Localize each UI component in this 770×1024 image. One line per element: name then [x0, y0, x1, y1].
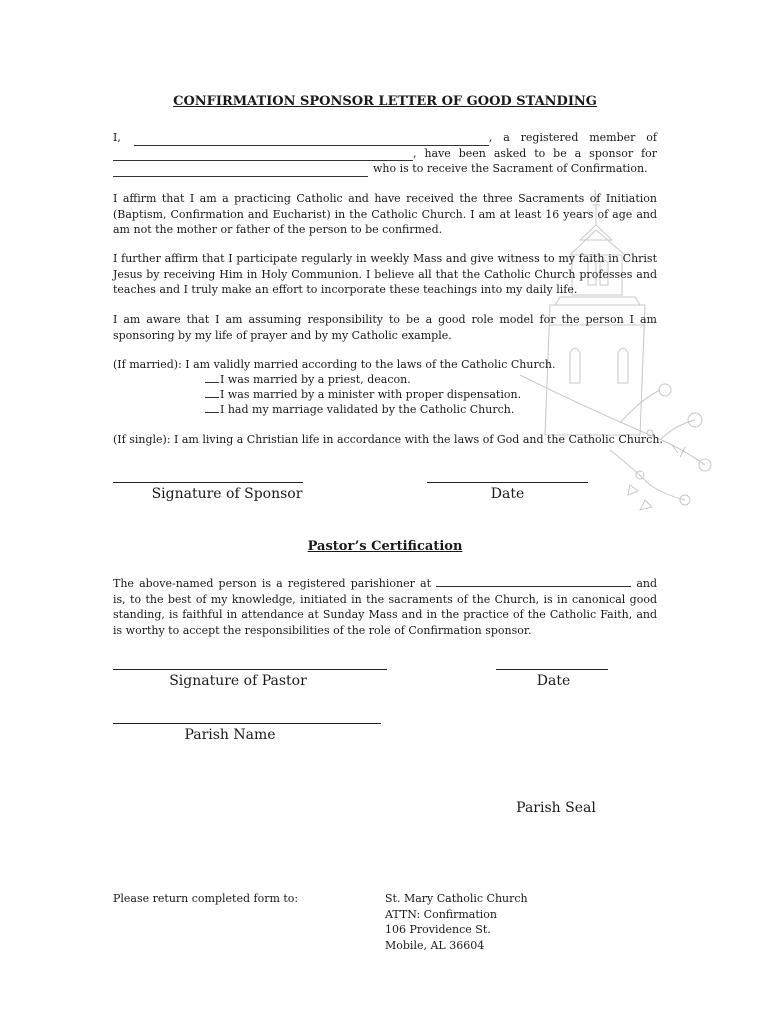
address-line: ATTN: Confirmation	[385, 907, 498, 921]
pastor-signature-line[interactable]	[113, 669, 387, 670]
home-parish-blank[interactable]	[113, 150, 413, 161]
sponsor-signature-line[interactable]	[113, 482, 303, 483]
parish-name-line[interactable]	[113, 723, 381, 724]
checkbox-blank[interactable]	[205, 403, 219, 413]
return-address	[385, 891, 528, 953]
single-statement: (If single): I am living a Christian life in accordance with the laws of God and the Catholic Church.	[113, 433, 663, 446]
married-lead: (If married): I am validly married according to the laws of the Catholic Church.	[113, 358, 556, 371]
sponsor-name-blank[interactable]	[134, 135, 489, 146]
checkbox-blank[interactable]	[205, 373, 219, 383]
married-option-1[interactable]: I was married by a priest, deacon.	[205, 372, 411, 388]
married-option-3[interactable]: I had my marriage validated by the Catholic Church.	[205, 402, 514, 418]
checkbox-blank[interactable]	[205, 388, 219, 398]
address-line: Mobile, AL 36604	[385, 938, 485, 952]
intro-paragraph	[113, 130, 657, 177]
sponsor-date-label: Date	[490, 486, 525, 502]
return-label: Please return completed form to:	[113, 892, 299, 905]
parish-blank[interactable]	[436, 576, 631, 587]
sponsor-signature-label: Signature of Sponsor	[151, 486, 303, 502]
intro-part-1: I,	[113, 131, 121, 144]
pastor-signature-label: Signature of Pastor	[169, 673, 307, 689]
address-line: St. Mary Catholic Church	[385, 892, 528, 905]
pastor-date-label: Date	[536, 673, 571, 689]
intro-part-2: , a registered member of	[488, 131, 657, 144]
parish-seal-label: Parish Seal	[516, 800, 596, 816]
married-option-2[interactable]: I was married by a minister with proper dispensation.	[205, 387, 521, 403]
document-title: CONFIRMATION SPONSOR LETTER OF GOOD STANDING	[173, 94, 597, 109]
parish-name-label: Parish Name	[184, 727, 276, 743]
aware-paragraph: I am aware that I am assuming responsibility to be a good role model for the person I am sponsoring by my life of prayer and by my Catholic example.	[113, 313, 657, 342]
intro-part-4: who is to receive the Sacrament of Confirmation.	[373, 162, 648, 175]
address-line: 106 Providence St.	[385, 923, 491, 936]
pastor-certification-title: Pastor’s Certification	[307, 539, 463, 554]
candidate-name-blank[interactable]	[113, 166, 368, 177]
further-affirm-paragraph: I further affirm that I participate regularly in weekly Mass and give witness to my faith in Christ Jesus by receiving Him in Holy Communion. I believe all that the Catholic Church professes and teaches and I truly make an effort to incorporate these teachings into my daily life.	[113, 252, 657, 296]
intro-part-3: , have been asked to be a sponsor for	[413, 146, 657, 160]
pastor-date-line[interactable]	[496, 669, 608, 670]
pastor-certification-text: The above-named person is a registered parishioner at and is, to the best of my knowledge, initiated in the sacraments of the Church, is in canonical good standing, is faithful in attendance at Sunday Mass and in the practice of the Catholic Faith, and is worthy to accept the responsibilities of the role of Confirmation sponsor.	[113, 577, 658, 637]
affirm-paragraph: I affirm that I am a practicing Catholic and have received the three Sacraments of Initiation (Baptism, Confirmation and Eucharist) in the Catholic Church. I am at least 16 years of age and am not the mother or father of the person to be confirmed.	[113, 192, 657, 236]
sponsor-date-line[interactable]	[427, 482, 588, 483]
